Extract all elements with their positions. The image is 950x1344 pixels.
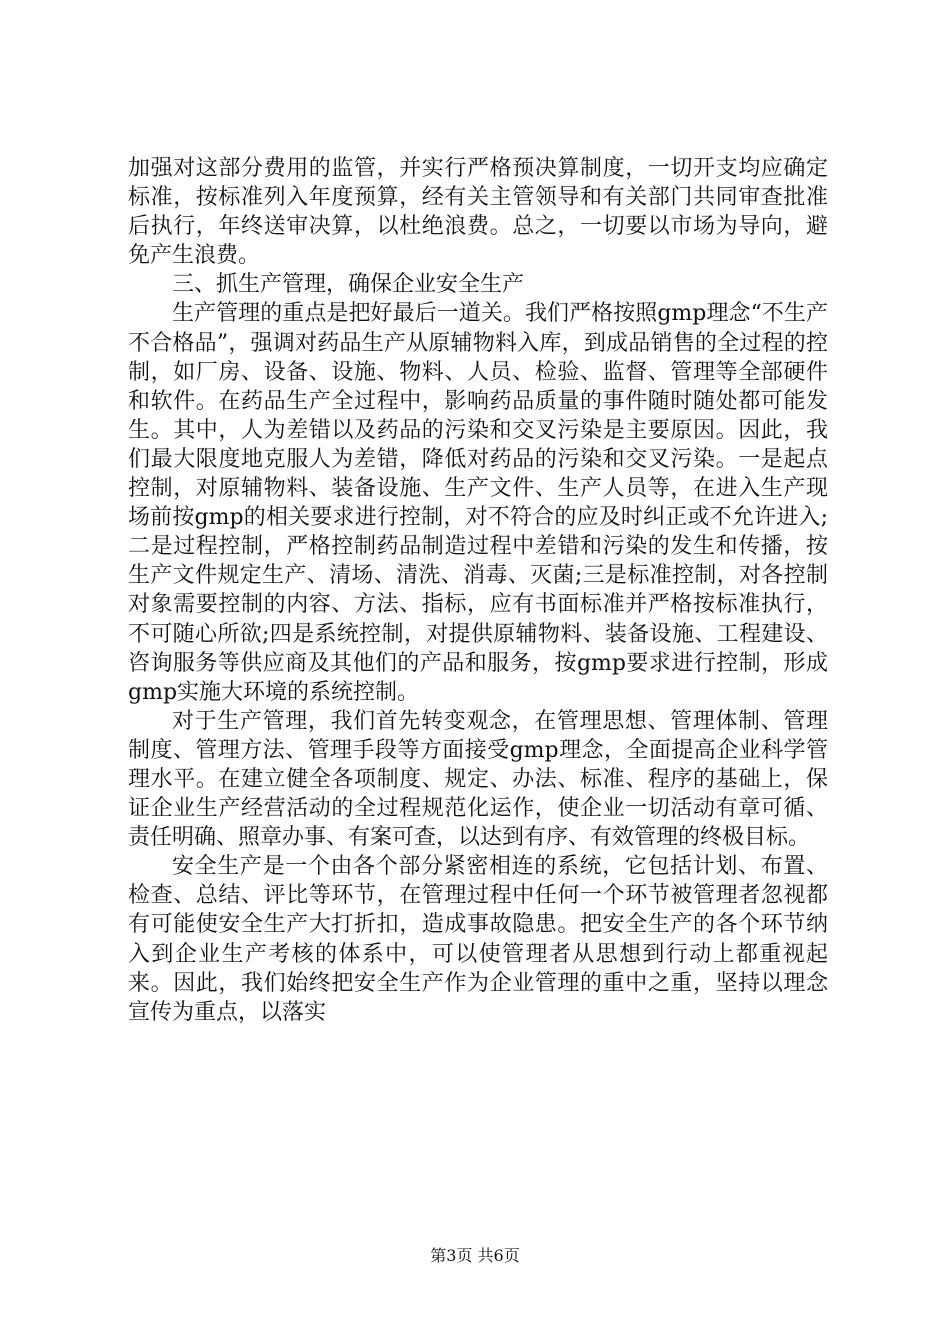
section-heading: 三、抓生产管理，确保企业安全生产 [172, 272, 525, 298]
paragraph-management-concept: 对于生产管理，我们首先转变观念，在管理思想、管理体制、管理制度、管理方法、管理手段等方面接受gmp理念，全面提高企业科学管理水平。在建立健全各项制度、规定、办法、标准、程序的基础上，保证企业生产经营活动的全过程规范化运作，使企业一切活动有章可循、责任明确、照章办事、有案可查，以达到有序、有效管理的终极目标。 [128, 708, 828, 851]
document-body [128, 154, 828, 1027]
paragraph-continuation: 加强对这部分费用的监管，并实行严格预决算制度，一切开支均应确定标准，按标准列入年度预算，经有关主管领导和有关部门共同审查批准后执行，年终送审决算，以杜绝浪费。总之，一切要以市场为导向，避免产生浪费。 [128, 156, 828, 269]
page-number-footer: 第3页 共6页 [430, 1246, 520, 1265]
paragraph-production-management: 生产管理的重点是把好最后一道关。我们严格按照gmp理念“不生产不合格品”，强调对药品生产从原辅物料入库，到成品销售的全过程的控制，如厂房、设备、设施、物料、人员、检验、监督、管理等全部硬件和软件。在药品生产全过程中，影响药品质量的事件随时随处都可能发生。其中，人为差错以及药品的污染和交叉污染是主要原因。因此，我们最大限度地克服人为差错，降低对药品的污染和交叉污染。一是起点控制，对原辅物料、装备设施、生产文件、生产人员等，在进入生产现场前按gmp的相关要求进行控制，对不符合的应及时纠正或不允许进入;二是过程控制，严格控制药品制造过程中差错和污染的发生和传播，按生产文件规定生产、清场、清洗、消毒、灭菌;三是标准控制，对各控制对象需要控制的内容、方法、指标，应有书面标准并严格按标准执行，不可随心所欲;四是系统控制，对提供原辅物料、装备设施、工程建设、咨询服务等供应商及其他们的产品和服务，按gmp要求进行控制，形成gmp实施大环境的系统控制。 [128, 301, 828, 705]
paragraph-safety-production: 安全生产是一个由各个部分紧密相连的系统，它包括计划、布置、检查、总结、评比等环节，在管理过程中任何一个环节被管理者忽视都有可能使安全生产大打折扣，造成事故隐患。把安全生产的各个环节纳入到企业生产考核的体系中，可以使管理者从思想到行动上都重视起来。因此，我们始终把安全生产作为企业管理的重中之重，坚持以理念宣传为重点，以落实 [128, 854, 828, 1025]
